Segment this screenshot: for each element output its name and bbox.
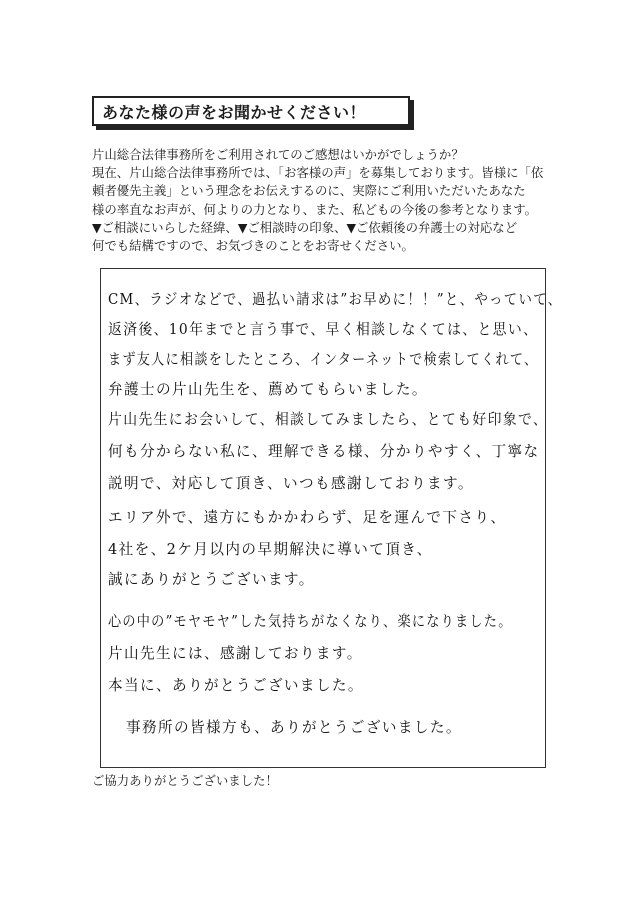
letter-line: 何も分からない私に、理解できる様、分かりやすく、丁寧な [108, 443, 540, 460]
letter-line: 片山先生にお会いして、相談してみましたら、とても好印象で、 [108, 411, 549, 428]
intro-line: ▼ご相談にいらした経緯、▼ご相談時の印象、▼ご依頼後の弁護士の対応など [92, 219, 518, 235]
intro-line: 様の率直なお声が、何よりの力となり、また、私どもの今後の参考となります。 [92, 201, 538, 217]
letter-line: 本当に、ありがとうございました。 [108, 677, 364, 694]
letter-line: 弁護士の片山先生を、薦めてもらいました。 [108, 381, 428, 398]
letter-line: 事務所の皆様方も、ありがとうございました。 [126, 719, 462, 736]
letter-line: 説明で、対応して頂き、いつも感謝しております。 [108, 475, 474, 492]
letter-line: エリア外で、遠方にもかかわらず、足を運んで下さり、 [108, 509, 507, 526]
letter-line: 返済後、10年までと言う事で、早く相談しなくては、と思い、 [108, 321, 539, 338]
letter-line: CM、ラジオなどで、過払い請求は”お早めに！！”と、やっていて、 [108, 291, 563, 308]
title-banner [92, 96, 410, 126]
letter-line: 片山先生には、感謝しております。 [108, 645, 363, 662]
closing-text: ご協力ありがとうございました！ [92, 773, 278, 788]
intro-line: 何でも結構ですので、お気づきのことをお寄せください。 [92, 238, 414, 254]
intro-line: 頼者優先主義」という理念をお伝えするのに、実際にご利用いただいたあなた [92, 183, 526, 199]
page-title: あなた様の声をお聞かせください！ [102, 102, 367, 122]
letter-line: 誠にありがとうございます。 [108, 571, 315, 588]
intro-paragraph [92, 146, 572, 255]
intro-line: 片山総合法律事務所をご利用されてのご感想はいかがでしょうか？ [92, 147, 464, 162]
letter-line: まず友人に相談をしたところ、インターネットで検索してくれて、 [108, 351, 539, 368]
intro-line: 現在、片山総合法律事務所では、「お客様の声」を募集しております。皆様に「依 [92, 165, 544, 181]
letter-line: 心の中の”モヤモヤ”した気持ちがなくなり、楽になりました。 [108, 613, 513, 630]
letter-line: 4社を、2ケ月以内の早期解決に導いて頂き、 [108, 541, 433, 558]
